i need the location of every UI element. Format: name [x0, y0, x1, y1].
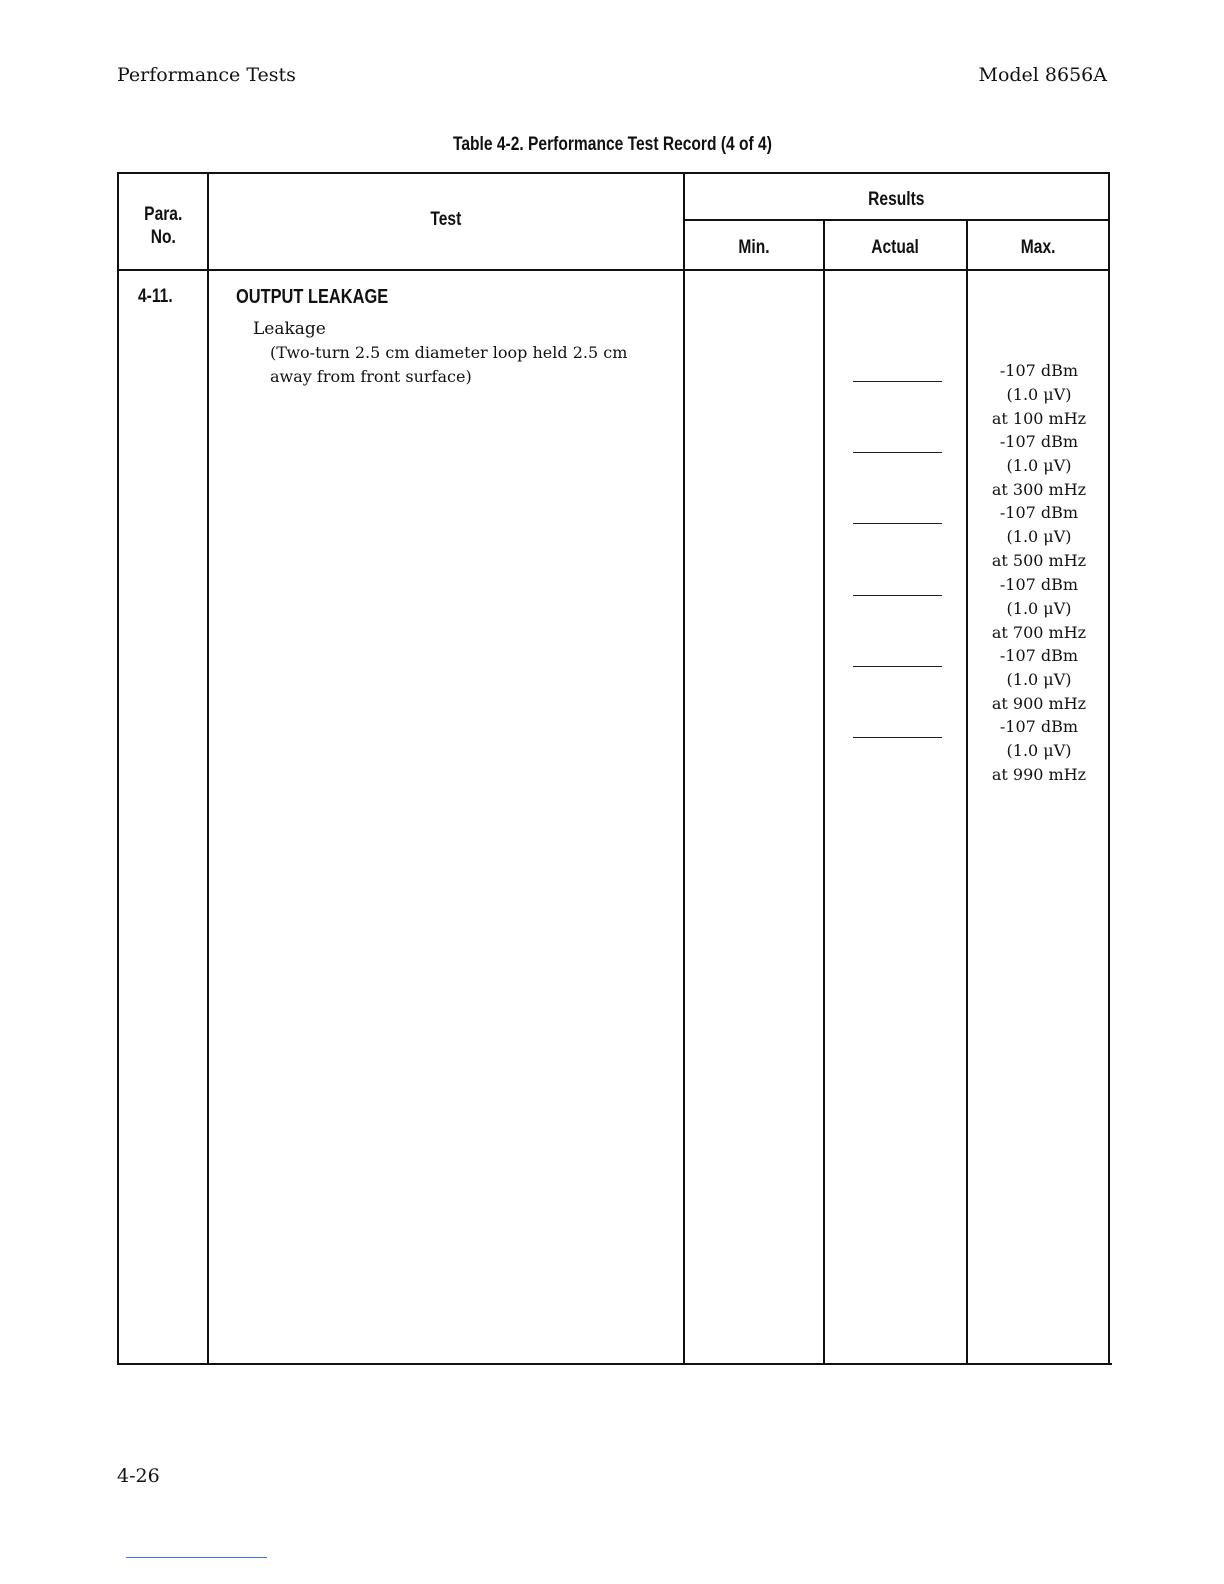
- actual-entry-blank[interactable]: [853, 381, 942, 382]
- max-frequency: at 900 mHz: [991, 694, 1087, 713]
- actual-entry-blank[interactable]: [853, 666, 942, 667]
- section-title: OUTPUT LEAKAGE: [236, 286, 389, 308]
- column-divider-min: [823, 220, 825, 1365]
- column-divider-actual: [966, 220, 968, 1365]
- max-level: -107 dBm: [999, 575, 1079, 594]
- header-bottom-rule: [117, 269, 1110, 271]
- actual-entry-blank[interactable]: [853, 452, 942, 453]
- max-level: -107 dBm: [999, 432, 1079, 451]
- max-voltage: (1.0 μV): [1006, 741, 1072, 760]
- page-number: 4-26: [117, 1465, 160, 1487]
- max-voltage: (1.0 μV): [1006, 385, 1072, 404]
- max-frequency: at 300 mHz: [991, 480, 1087, 499]
- max-level: -107 dBm: [999, 646, 1079, 665]
- results-subheader-rule: [683, 219, 1110, 221]
- header-para-label: Para.: [143, 204, 183, 225]
- max-level: -107 dBm: [999, 503, 1079, 522]
- max-level: -107 dBm: [999, 361, 1079, 380]
- actual-entry-blank[interactable]: [853, 737, 942, 738]
- header-max-label: Max.: [1020, 237, 1056, 258]
- table-title-container: [0, 134, 1224, 156]
- max-voltage: (1.0 μV): [1006, 456, 1072, 475]
- table-title: Table 4-2. Performance Test Record (4 of 4): [452, 134, 772, 155]
- max-voltage: (1.0 μV): [1006, 670, 1072, 689]
- header-results-cell: [685, 189, 1108, 211]
- header-test-cell: [209, 209, 683, 231]
- max-voltage: (1.0 μV): [1006, 527, 1072, 546]
- header-results-label: Results: [868, 189, 925, 210]
- footer-rule: [126, 1557, 267, 1558]
- table-right-border: [1108, 172, 1110, 1365]
- max-frequency: at 990 mHz: [991, 765, 1087, 784]
- page-header-model: Model 8656A: [978, 64, 1107, 86]
- section-title-cell: [236, 286, 422, 309]
- test-item-label: Leakage: [253, 319, 326, 339]
- para-number: 4-11.: [138, 286, 173, 307]
- test-item-description-line-2: away from front surface): [270, 367, 472, 386]
- column-divider-test: [683, 172, 685, 1365]
- table-left-border: [117, 172, 119, 1365]
- max-frequency: at 100 mHz: [991, 409, 1087, 428]
- test-item-description-line-1: (Two-turn 2.5 cm diameter loop held 2.5 cm: [270, 343, 628, 362]
- header-actual-label: Actual: [871, 237, 920, 258]
- actual-entry-blank[interactable]: [853, 523, 942, 524]
- para-number-cell: [138, 286, 180, 308]
- max-voltage: (1.0 μV): [1006, 599, 1072, 618]
- column-divider-para: [207, 172, 209, 1365]
- header-min-cell: [685, 237, 823, 259]
- max-frequency: at 500 mHz: [991, 551, 1087, 570]
- table-bottom-border: [117, 1363, 1112, 1365]
- header-no-label: No.: [150, 227, 176, 248]
- max-frequency: at 700 mHz: [991, 623, 1087, 642]
- max-level: -107 dBm: [999, 717, 1079, 736]
- header-para-cell: [117, 204, 209, 249]
- table-top-border: [117, 172, 1109, 174]
- actual-entry-blank[interactable]: [853, 595, 942, 596]
- header-min-label: Min.: [738, 237, 770, 258]
- header-max-cell: [968, 237, 1108, 259]
- page-header-section: Performance Tests: [117, 64, 296, 86]
- header-actual-cell: [825, 237, 966, 259]
- header-test-label: Test: [430, 209, 462, 230]
